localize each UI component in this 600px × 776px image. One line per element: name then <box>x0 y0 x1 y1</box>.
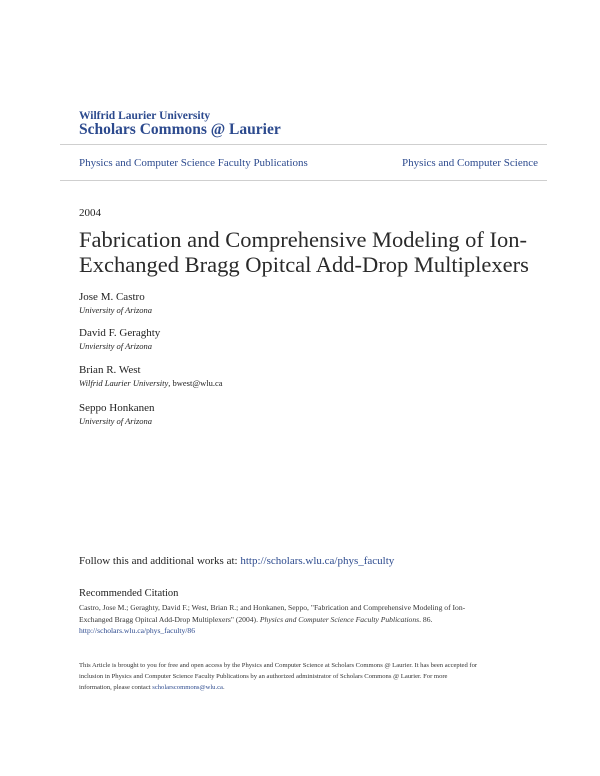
publication-year: 2004 <box>79 207 101 219</box>
affiliation-text: Wilfrid Laurier University <box>79 378 169 388</box>
citation-line-1: Castro, Jose M.; Geraghty, David F.; West, Brian R.; and Honkanen, Seppo, "Fabrication and Comprehensive Modeling of Ion- <box>79 603 466 612</box>
author-email: , bwest@wlu.ca <box>168 378 223 388</box>
collection-link[interactable]: Physics and Computer Science Faculty Publications <box>79 157 308 169</box>
follow-line <box>79 555 394 567</box>
citation-line-2-end: . 86. <box>419 614 433 624</box>
repository-title[interactable]: Scholars Commons @ Laurier <box>79 121 281 138</box>
author-affiliation <box>79 378 223 388</box>
top-divider <box>60 144 547 145</box>
citation-series: Physics and Computer Science Faculty Publications <box>259 614 420 624</box>
university-name: Wilfrid Laurier University <box>79 110 211 122</box>
author-affiliation: Unviersity of Arizona <box>79 341 153 351</box>
title-line-2: Exchanged Bragg Opitcal Add-Drop Multiplexers <box>79 252 529 277</box>
department-link[interactable]: Physics and Computer Science <box>402 157 538 169</box>
follow-text: Follow this and additional works at: <box>79 555 241 567</box>
paper-title <box>79 227 549 277</box>
citation-line-2 <box>79 614 529 626</box>
access-notice <box>79 660 529 693</box>
citation-link[interactable]: http://scholars.wlu.ca/phys_faculty/86 <box>79 626 195 635</box>
citation-line-2-text: Exchanged Bragg Opitcal Add-Drop Multiplexers" (2004). <box>79 614 260 624</box>
notice-line-1: This Article is brought to you for free and open access by the Physics and Computer Science at Scholars Commons @ Laurier. It has been accepted for <box>79 662 478 669</box>
bottom-divider <box>60 180 547 181</box>
title-line-1: Fabrication and Comprehensive Modeling of Ion- <box>79 227 528 252</box>
author-affiliation: University of Arizona <box>79 305 153 315</box>
notice-line-2: inclusion in Physics and Computer Science Faculty Publications by an authorized administrator of Scholars Commons @ Laurier. For more <box>79 673 448 680</box>
author-affiliation: University of Arizona <box>79 416 153 426</box>
author-name: Brian R. West <box>79 364 141 376</box>
author-name: David F. Geraghty <box>79 327 161 339</box>
citation-text <box>79 602 529 637</box>
citation-heading: Recommended Citation <box>79 588 179 599</box>
contact-email-link[interactable]: scholarscommons@wlu.ca <box>152 684 223 691</box>
notice-line-3 <box>79 682 529 693</box>
author-name: Seppo Honkanen <box>79 402 155 414</box>
notice-line-3-end: . <box>222 684 225 691</box>
follow-link[interactable]: http://scholars.wlu.ca/phys_faculty <box>240 555 395 567</box>
author-name: Jose M. Castro <box>79 291 145 303</box>
notice-line-3-text: information, please contact <box>79 684 153 691</box>
